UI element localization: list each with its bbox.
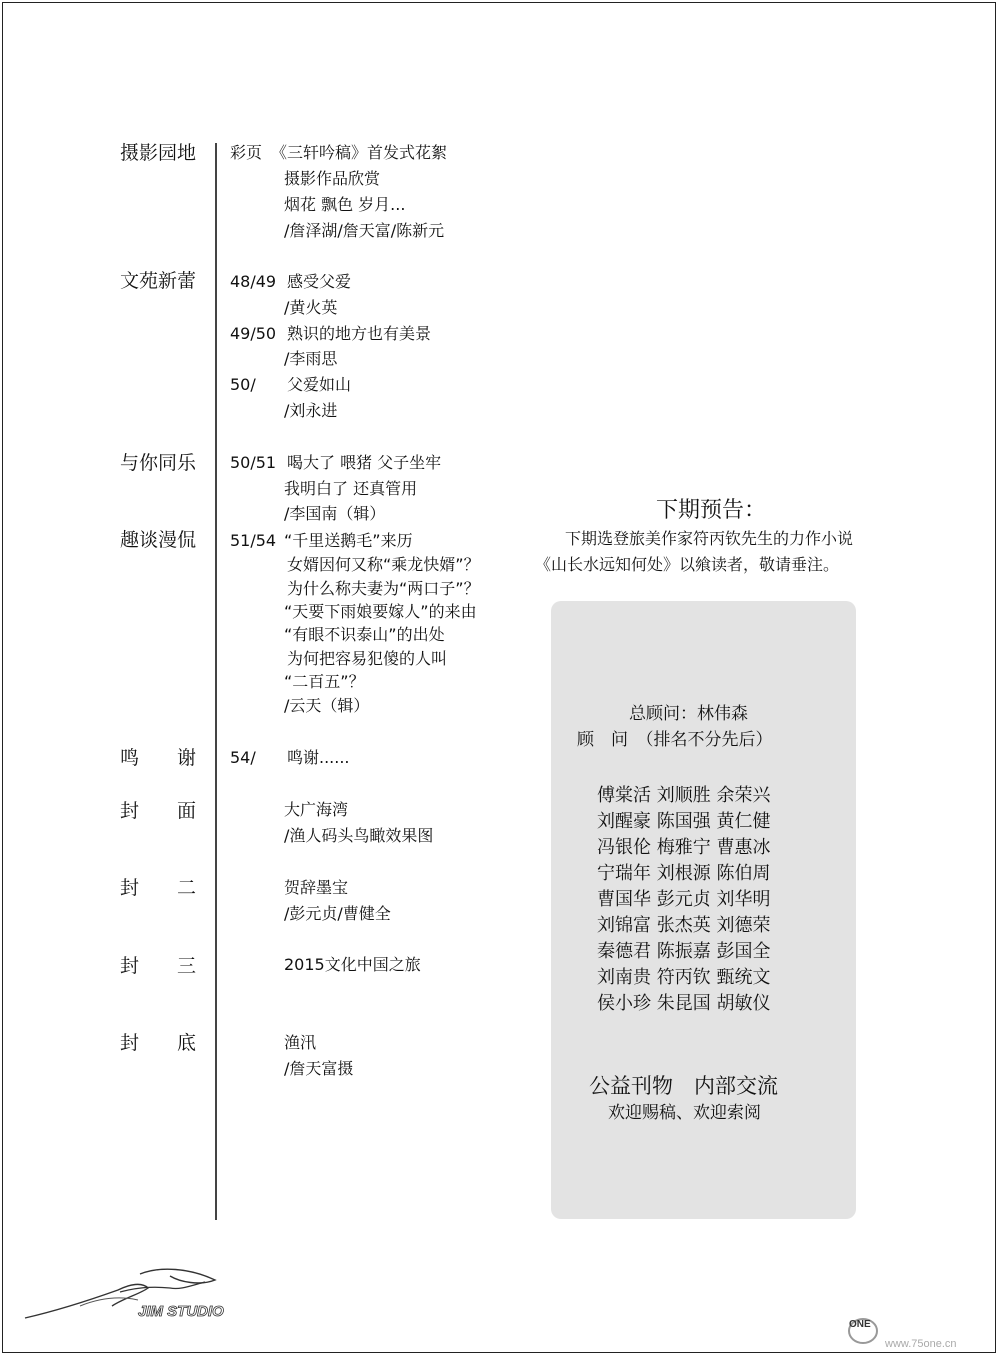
- page-number: 48/49: [230, 272, 277, 291]
- entry-line: 熟识的地方也有美景: [287, 324, 432, 343]
- chief-advisor: 总顾问：林伟森: [629, 704, 748, 724]
- public-notice: 公益刊物 内部交流: [589, 1074, 778, 1098]
- entry-line: 2015文化中国之旅: [284, 955, 421, 974]
- page-number: 54/: [230, 748, 256, 767]
- entry-line: /詹泽湖/詹天富/陈新元: [284, 221, 445, 240]
- advisor-row: 刘南贵 符丙钦 甄统文: [597, 967, 771, 988]
- page-number: 彩页: [230, 143, 263, 162]
- page-number: 50/: [230, 375, 256, 394]
- entry-line: /黄火英: [284, 298, 338, 317]
- entry-line: 鸣谢......: [287, 748, 350, 767]
- welcome-notice: 欢迎赐稿、欢迎索阅: [608, 1103, 761, 1123]
- entry-line: “二百五”？: [284, 672, 365, 691]
- section-title: 封 底: [120, 1032, 197, 1054]
- entry-line: /詹天富摄: [284, 1059, 354, 1078]
- section-title: 摄影园地: [120, 142, 197, 164]
- entry-line: “千里送鹅毛”来历: [284, 531, 413, 550]
- preview-line: 下期选登旅美作家符丙钦先生的力作小说: [565, 529, 854, 548]
- advisor-row: 曹国华 彭元贞 刘华明: [597, 889, 771, 910]
- entry-line: 渔汛: [284, 1033, 317, 1052]
- entry-line: /李雨思: [284, 349, 338, 368]
- entry-line: 为什么称夫妻为“两口子”？: [287, 579, 480, 598]
- entry-line: /彭元贞/曹健全: [284, 904, 391, 923]
- jim-studio-signature-logo: [20, 1262, 260, 1324]
- section-title: 封 二: [120, 877, 197, 899]
- entry-line: /李国南（辑）: [284, 504, 386, 523]
- watermark-url: www.75one.cn: [885, 1338, 957, 1350]
- page-number: 50/51: [230, 453, 277, 472]
- entry-line: 我明白了 还真管用: [284, 479, 418, 498]
- entry-line: “有眼不识泰山”的出处: [284, 625, 445, 644]
- studio-name: JIM STUDIO: [138, 1303, 224, 1320]
- entry-line: 大广海湾: [284, 800, 349, 819]
- entry-line: 感受父爱: [287, 272, 352, 291]
- section-title: 封 面: [120, 800, 197, 822]
- preview-line: 《山长水远知何处》以飨读者，敬请垂注。: [535, 555, 840, 574]
- entry-line: “天要下雨娘要嫁人”的来由: [284, 602, 477, 621]
- advisors-panel: [551, 601, 856, 1219]
- advisor-row: 傅棠活 刘顺胜 余荣兴: [597, 785, 771, 806]
- page-number: 51/54: [230, 531, 277, 550]
- section-title: 鸣 谢: [120, 747, 197, 769]
- advisor-row: 冯银伦 梅雅宁 曹惠冰: [597, 837, 771, 858]
- page-number: 49/50: [230, 324, 277, 343]
- entry-line: 烟花 飘色 岁月...: [284, 195, 406, 214]
- entry-line: 喝大了 喂猪 父子坐牢: [287, 453, 442, 472]
- advisor-names: [597, 783, 770, 1017]
- advisor-row: 秦德君 陈振嘉 彭国全: [597, 941, 771, 962]
- entry-line: 为何把容易犯傻的人叫: [287, 649, 448, 668]
- entry-line: /刘永进: [284, 401, 338, 420]
- watermark-logo: [843, 1313, 993, 1351]
- advisor-row: 宁瑞年 刘根源 陈伯周: [597, 863, 771, 884]
- section-title: 封 三: [120, 955, 197, 977]
- preview-title: 下期预告：: [656, 498, 767, 523]
- divider-line: [215, 143, 217, 1220]
- entry-line: 贺辞墨宝: [284, 878, 349, 897]
- entry-line: 女婿因何又称“乘龙快婿”？: [287, 555, 480, 574]
- entry-line: 《三轩吟稿》首发式花絮: [271, 143, 448, 162]
- entry-line: /渔人码头鸟瞰效果图: [284, 826, 434, 845]
- entry-line: 父爱如山: [287, 375, 352, 394]
- section-title: 趣谈漫侃: [120, 529, 197, 551]
- watermark-name: ONE: [849, 1319, 871, 1330]
- section-title: 与你同乐: [120, 452, 197, 474]
- advisors-label: 顾 问 （排名不分先后）: [577, 730, 773, 750]
- section-title: 文苑新蕾: [120, 270, 197, 292]
- entry-line: /云天（辑）: [284, 696, 370, 715]
- advisor-row: 侯小珍 朱昆国 胡敏仪: [597, 993, 771, 1014]
- entry-line: 摄影作品欣赏: [284, 169, 381, 188]
- advisor-row: 刘醒豪 陈国强 黄仁健: [597, 811, 771, 832]
- advisor-row: 刘锦富 张杰英 刘德荣: [597, 915, 771, 936]
